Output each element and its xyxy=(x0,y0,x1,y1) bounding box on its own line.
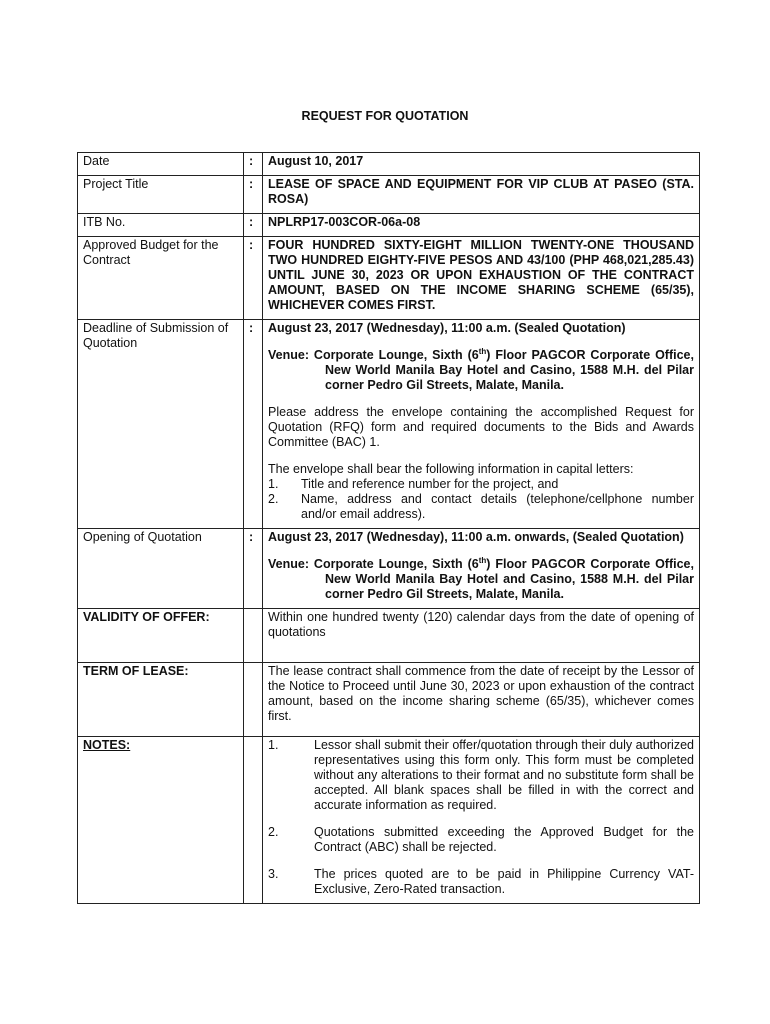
opening-label: Opening of Quotation xyxy=(78,529,244,609)
venue-text: Venue: Corporate Lounge, Sixth (6 xyxy=(268,348,479,362)
colon-empty xyxy=(244,663,263,737)
term-label: TERM OF LEASE: xyxy=(78,663,244,737)
term-value: The lease contract shall commence from the date of receipt by the Lessor of the Notice to Proceed until June 30, 2023 or upon exhaustion of the contract amount, based on the income sharing scheme (65/35), whichever comes first. xyxy=(263,663,700,737)
opening-value: August 23, 2017 (Wednesday), 11:00 a.m. onwards, (Sealed Quotation) xyxy=(268,530,684,544)
list-text: Name, address and contact details (telephone/cellphone number and/or email address). xyxy=(301,492,694,521)
deadline-label: Deadline of Submission of Quotation xyxy=(78,320,244,529)
list-number: 1. xyxy=(268,738,279,752)
row-opening xyxy=(78,529,700,609)
itb-no-value: NPLRP17-003COR-06a-08 xyxy=(263,214,700,237)
venue-sup: th xyxy=(478,346,487,356)
address-note: Please address the envelope containing the accomplished Request for Quotation (RFQ) form and required documents to the Bids and Awards Committee (BAC) 1. xyxy=(268,405,694,449)
row-deadline xyxy=(78,320,700,529)
validity-value: Within one hundred twenty (120) calendar days from the date of opening of quotations xyxy=(263,609,700,663)
list-number: 1. xyxy=(268,477,279,491)
project-title-value: LEASE OF SPACE AND EQUIPMENT FOR VIP CLUB AT PASEO (STA. ROSA) xyxy=(263,176,700,214)
venue-text: Venue: Corporate Lounge, Sixth (6 xyxy=(268,557,479,571)
project-title-label: Project Title xyxy=(78,176,244,214)
list-number: 2. xyxy=(268,492,279,506)
venue-sup: th xyxy=(478,555,487,565)
list-item xyxy=(268,738,694,813)
colon-empty xyxy=(244,609,263,663)
row-validity xyxy=(78,609,700,663)
venue-text: ) Floor PAGCOR Corporate Office, New World Manila Bay Hotel and Casino, 1588 M.H. del Pilar corner Pedro Gil Streets, Malate, Manila. xyxy=(325,348,694,392)
deadline-value: August 23, 2017 (Wednesday), 11:00 a.m. (Sealed Quotation) xyxy=(268,321,626,335)
colon: : xyxy=(244,153,263,176)
approved-budget-label: Approved Budget for the Contract xyxy=(78,237,244,320)
list-item xyxy=(268,477,694,492)
row-project-title xyxy=(78,176,700,214)
envelope-list xyxy=(268,477,694,522)
deadline-cell xyxy=(263,320,700,529)
envelope-intro: The envelope shall bear the following information in capital letters: xyxy=(268,462,634,476)
row-notes xyxy=(78,737,700,904)
list-number: 3. xyxy=(268,867,279,881)
document-title: REQUEST FOR QUOTATION xyxy=(301,109,469,123)
date-value: August 10, 2017 xyxy=(263,153,700,176)
list-number: 2. xyxy=(268,825,279,839)
list-item xyxy=(268,825,694,855)
colon: : xyxy=(244,529,263,609)
row-date xyxy=(78,153,700,176)
colon: : xyxy=(244,320,263,529)
rfq-table xyxy=(77,152,700,904)
itb-no-label: ITB No. xyxy=(78,214,244,237)
list-item xyxy=(268,867,694,897)
notes-list xyxy=(268,738,694,897)
deadline-venue xyxy=(268,348,694,393)
colon: : xyxy=(244,176,263,214)
notes-label: NOTES: xyxy=(78,737,244,904)
opening-cell xyxy=(263,529,700,609)
row-approved-budget xyxy=(78,237,700,320)
list-text: Title and reference number for the project, and xyxy=(301,477,559,491)
colon-empty xyxy=(244,737,263,904)
opening-venue xyxy=(268,557,694,602)
colon: : xyxy=(244,237,263,320)
list-text: Quotations submitted exceeding the Approved Budget for the Contract (ABC) shall be rejected. xyxy=(314,825,694,854)
validity-label: VALIDITY OF OFFER: xyxy=(78,609,244,663)
list-item xyxy=(268,492,694,522)
colon: : xyxy=(244,214,263,237)
venue-text: ) Floor PAGCOR Corporate Office, New World Manila Bay Hotel and Casino, 1588 M.H. del Pilar corner Pedro Gil Streets, Malate, Manila. xyxy=(325,557,694,601)
date-label: Date xyxy=(78,153,244,176)
approved-budget-value: FOUR HUNDRED SIXTY-EIGHT MILLION TWENTY-ONE THOUSAND TWO HUNDRED EIGHTY-FIVE PESOS AND 43/100 (PHP 468,021,285.43) UNTIL JUNE 30, 2023 OR UPON EXHAUSTION OF THE CONTRACT AMOUNT, BASED ON THE INCOME SHARING SCHEME (65/35), WHICHEVER COMES FIRST. xyxy=(263,237,700,320)
notes-cell xyxy=(263,737,700,904)
list-text: Lessor shall submit their offer/quotation through their duly authorized representatives using this form only. This form must be completed without any alterations to their format and no substitute form shall be accepted. All blank spaces shall be filled in with the correct and accurate information as required. xyxy=(314,738,694,812)
row-itb-no xyxy=(78,214,700,237)
row-term xyxy=(78,663,700,737)
list-text: The prices quoted are to be paid in Philippine Currency VAT-Exclusive, Zero-Rated transaction. xyxy=(314,867,694,896)
